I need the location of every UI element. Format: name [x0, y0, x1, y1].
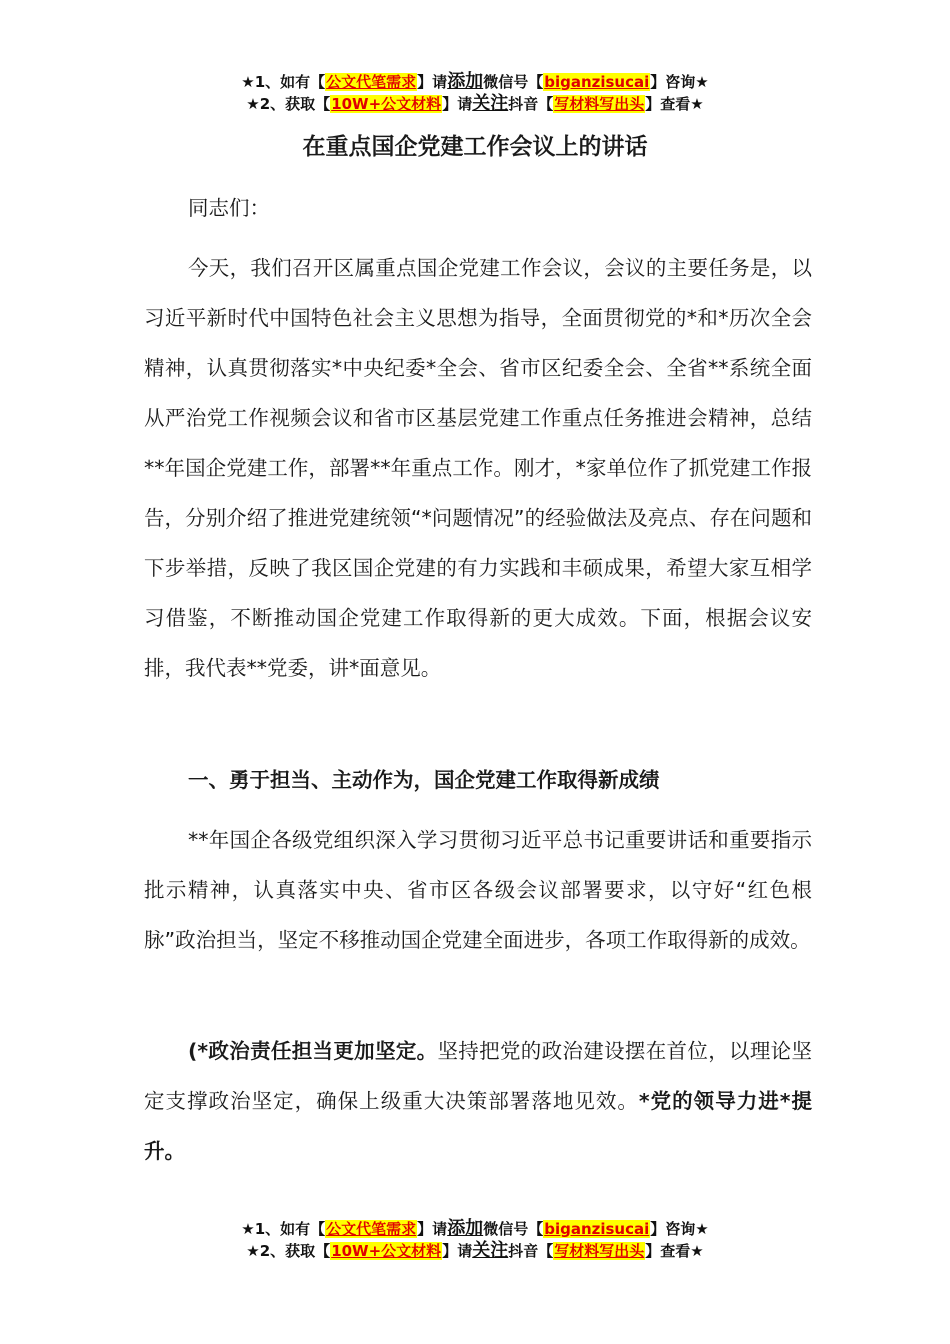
- promo-banner-bottom: [0, 1218, 950, 1262]
- promo-text: 】请: [417, 1220, 448, 1238]
- paragraph-text: 今天，我们召开区属重点国企党建工作会议，会议的主要任务是，以习近平新时代中国特色社会主义思想为指导，全面贯彻党的*和*历次全会精神，认真贯彻落实*中央纪委*全会、省市区纪委全会、全省**系统全面从严治党工作视频会议和省市区基层党建工作重点任务推进会精神，总结**年国企党建工作，部署**年重点工作。刚才，*家单位作了抓党建工作报告，分别介绍了推进党建统领“*问题情况”的经验做法及亮点、存在问题和下步举措，反映了我区国企党建的有力实践和丰硕成果，希望大家互相学习借鉴，不断推动国企党建工作取得新的更大成效。下面，根据会议安排，我代表**党委，讲*面意见。: [144, 256, 812, 680]
- promo-banner-top: [0, 71, 950, 115]
- paragraph-political: [144, 1026, 812, 1176]
- document-title: 在重点国企党建工作会议上的讲话: [302, 134, 648, 160]
- subheading-bold: (*政治责任担当更加坚定。: [188, 1039, 438, 1063]
- promo-text: 】咨询★: [650, 1220, 709, 1238]
- paragraph-text: [144, 1026, 812, 1176]
- promo-text: 】请: [442, 1242, 473, 1260]
- promo-emphasis: 关注: [472, 93, 509, 114]
- promo-emphasis: 添加: [447, 71, 484, 92]
- paragraph-intro: [144, 243, 812, 693]
- promo-line-2: [0, 1240, 950, 1262]
- paragraph-text: **年国企各级党组织深入学习贯彻习近平总书记重要讲话和重要指示批示精神，认真落实中央、省市区各级会议部署要求，以守好“红色根脉”政治担当，坚定不移推动国企党建全面进步，各项工作取得新的成效。: [144, 828, 812, 952]
- promo-wechat-id: biganzisucai: [544, 1220, 650, 1238]
- promo-text: ★1、如有【: [241, 73, 326, 91]
- promo-text: 抖音【: [508, 95, 554, 113]
- promo-text: 】请: [417, 73, 448, 91]
- promo-wechat-id: biganzisucai: [544, 73, 650, 91]
- promo-text: 微信号【: [483, 1220, 544, 1238]
- promo-highlight: 10W+公文材料: [331, 1242, 442, 1260]
- promo-line-1: [0, 1218, 950, 1240]
- promo-line-2: [0, 93, 950, 115]
- paragraph-body: 坚持把党的政治建设摆在首位，以理论坚定支撑政治坚定，确保上级重大决策部署落地见效。: [144, 1039, 812, 1113]
- promo-text: ★2、获取【: [246, 95, 331, 113]
- section-heading: [144, 755, 812, 805]
- promo-emphasis: 关注: [472, 1240, 509, 1261]
- promo-line-1: [0, 71, 950, 93]
- subheading-bold: *党的领导力进*提升。: [144, 1089, 812, 1163]
- promo-text: 】查看★: [645, 95, 704, 113]
- promo-text: ★2、获取【: [246, 1242, 331, 1260]
- greeting: [144, 183, 812, 233]
- greeting-text: 同志们：: [188, 196, 270, 220]
- promo-text: 微信号【: [483, 73, 544, 91]
- paragraph-summary: [144, 815, 812, 965]
- promo-highlight: 公文代笔需求: [326, 73, 417, 91]
- promo-text: 】查看★: [645, 1242, 704, 1260]
- promo-text: 】咨询★: [650, 73, 709, 91]
- promo-douyin-id: 写材料写出头: [554, 95, 645, 113]
- promo-text: 】请: [442, 95, 473, 113]
- promo-emphasis: 添加: [447, 1218, 484, 1239]
- promo-highlight: 公文代笔需求: [326, 1220, 417, 1238]
- promo-text: ★1、如有【: [241, 1220, 326, 1238]
- promo-highlight: 10W+公文材料: [331, 95, 442, 113]
- promo-text: 抖音【: [508, 1242, 554, 1260]
- promo-douyin-id: 写材料写出头: [554, 1242, 645, 1260]
- section-heading-text: 一、勇于担当、主动作为，国企党建工作取得新成绩: [188, 768, 660, 792]
